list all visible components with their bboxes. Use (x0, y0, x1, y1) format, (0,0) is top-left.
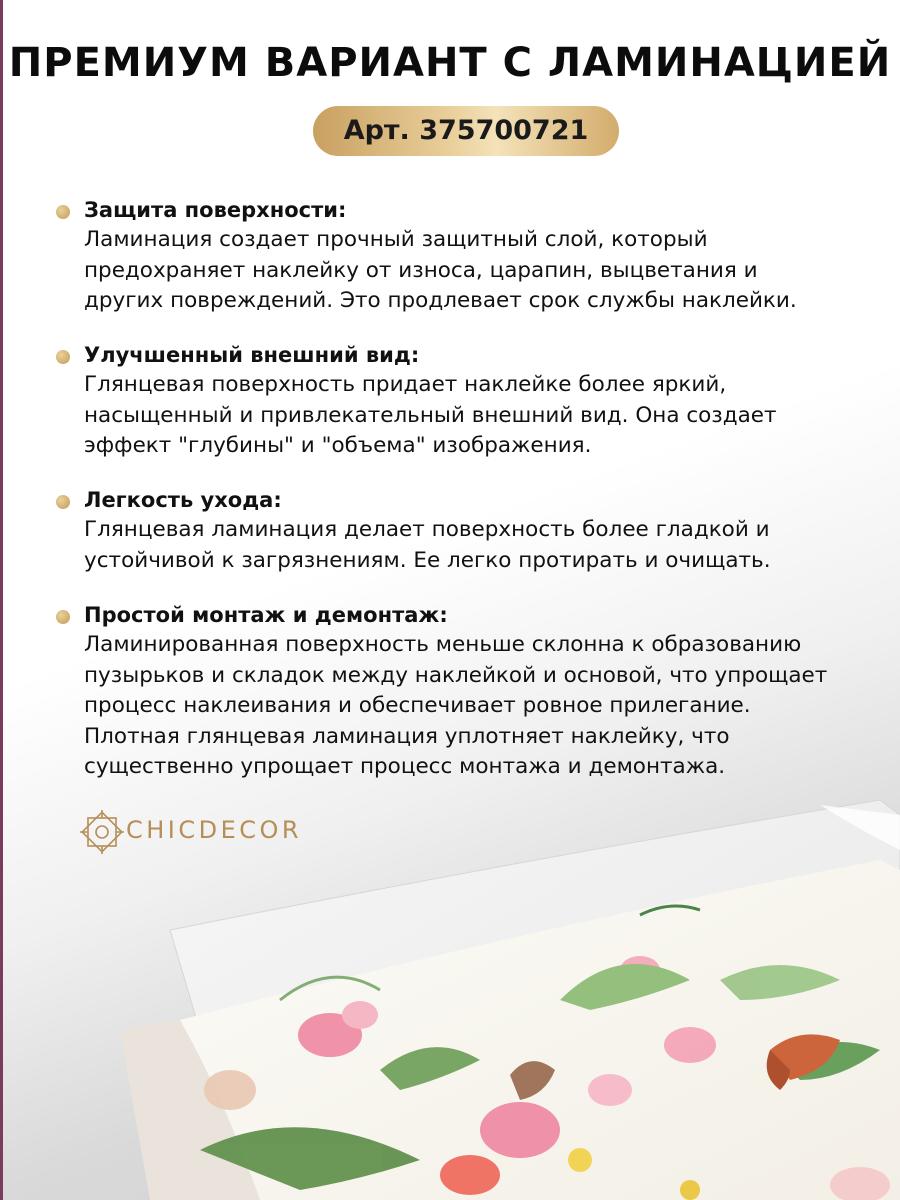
feature-title: Простой монтаж и демонтаж: (84, 603, 448, 627)
brand-name: CHICDECOR (126, 816, 303, 844)
feature-body: Ламинация создает прочный защитный слой, который предохраняет наклейку от износа, царапин, выцветания и других повреждений. Это продлевает срок службы наклейки. (84, 227, 797, 313)
feature-title: Защита поверхности: (84, 198, 347, 222)
feature-body: Глянцевая ламинация делает поверхность более гладкой и устойчивой к загрязнениям. Ее легко протирать и очищать. (84, 517, 771, 573)
feature-title: Улучшенный внешний вид: (84, 343, 420, 367)
page-title: ПРЕМИУМ ВАРИАНТ С ЛАМИНАЦИЕЙ (8, 40, 892, 86)
feature-body: Ламинированная поверхность меньше склонна к образованию пузырьков и складок между наклейкой и основой, что упрощает процесс наклеивания и обеспечивает ровное прилегание. Плотная глянцевая ламинация уплотняет наклейку, что существенно упрощает процесс монтажа и демонтажа. (84, 632, 828, 779)
feature-body: Глянцевая поверхность придает наклейке более яркий, насыщенный и привлекательный внешний вид. Она создает эффект "глубины" и "объема" изображения. (84, 372, 777, 458)
feature-title: Легкость ухода: (84, 488, 282, 512)
article-badge: Арт. 375700721 (313, 106, 619, 156)
